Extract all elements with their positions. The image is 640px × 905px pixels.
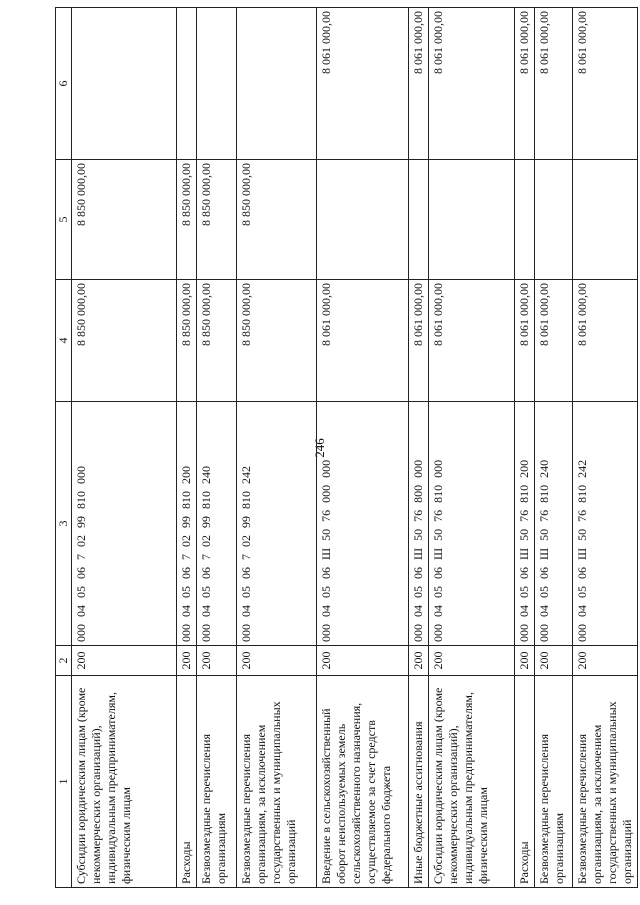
row-col6: 8 061 000,00 (429, 8, 515, 160)
row-name: Расходы (515, 676, 535, 888)
row-col4: 8 850 000,00 (177, 280, 197, 402)
row-col6: 8 061 000,00 (515, 8, 535, 160)
table-row (535, 8, 573, 888)
row-col5: 8 850 000,00 (197, 160, 237, 280)
row-kbk: 000 04 05 06 7 02 99 810 240 (197, 402, 237, 646)
row-name: Субсидии юридическим лицам (кроме некоммерческих организаций), индивидуальным предпринимателям, физическим лицам (429, 676, 515, 888)
row-code: 200 (573, 646, 638, 676)
table-row (72, 8, 177, 888)
row-col5 (429, 160, 515, 280)
row-kbk: 000 04 05 06 Ш 50 76 800 000 (409, 402, 429, 646)
row-col6: 8 061 000,00 (317, 8, 409, 160)
row-code: 200 (429, 646, 515, 676)
header-cell: 6 (56, 8, 72, 160)
row-col6: 8 061 000,00 (409, 8, 429, 160)
row-col4: 8 850 000,00 (237, 280, 317, 402)
row-col4: 8 850 000,00 (197, 280, 237, 402)
row-col4: 8 061 000,00 (515, 280, 535, 402)
row-code: 200 (535, 646, 573, 676)
table-row (177, 8, 197, 888)
row-code: 200 (317, 646, 409, 676)
row-col5: 8 850 000,00 (237, 160, 317, 280)
row-name: Безвозмездные перечисления организациям, за исключением государственных и муниципальных организаций (237, 676, 317, 888)
header-cell: 1 (56, 676, 72, 888)
row-name: Расходы (177, 676, 197, 888)
row-name: Безвозмездные перечисления организациям (197, 676, 237, 888)
row-col4: 8 061 000,00 (573, 280, 638, 402)
row-col6 (237, 8, 317, 160)
table-row (515, 8, 535, 888)
row-col5 (317, 160, 409, 280)
table-row (317, 8, 409, 888)
row-name: Введение в сельскохозяйственный оборот неиспользуемых земель сельскохозяйственного назначения, осуществляемое за счет средств федерального бюджета (317, 676, 409, 888)
row-code: 200 (237, 646, 317, 676)
table-row (573, 8, 638, 888)
header-cell: 5 (56, 160, 72, 280)
header-cell: 2 (56, 646, 72, 676)
row-name: Безвозмездные перечисления организациям (535, 676, 573, 888)
row-code: 200 (409, 646, 429, 676)
row-col5 (535, 160, 573, 280)
row-kbk: 000 04 05 06 7 02 99 810 200 (177, 402, 197, 646)
rotated-page (55, 8, 635, 888)
row-col5 (515, 160, 535, 280)
row-col4: 8 061 000,00 (429, 280, 515, 402)
row-kbk: 000 04 05 06 7 02 99 810 242 (237, 402, 317, 646)
row-code: 200 (515, 646, 535, 676)
row-name: Иные бюджетные ассигнования (409, 676, 429, 888)
row-col6: 8 061 000,00 (535, 8, 573, 160)
budget-table (55, 7, 638, 888)
table-row (429, 8, 515, 888)
page-number: 246 (312, 438, 327, 458)
header-cell: 4 (56, 280, 72, 402)
row-col5: 8 850 000,00 (72, 160, 177, 280)
row-kbk: 000 04 05 06 Ш 50 76 810 242 (573, 402, 638, 646)
row-kbk: 000 04 05 06 Ш 50 76 000 000 (317, 402, 409, 646)
row-col6 (72, 8, 177, 160)
row-code: 200 (177, 646, 197, 676)
row-kbk: 000 04 05 06 Ш 50 76 810 000 (429, 402, 515, 646)
row-col6 (197, 8, 237, 160)
row-col5: 8 850 000,00 (177, 160, 197, 280)
header-cell: 3 (56, 402, 72, 646)
row-col5 (573, 160, 638, 280)
row-col4: 8 061 000,00 (535, 280, 573, 402)
row-code: 200 (72, 646, 177, 676)
row-col4: 8 061 000,00 (317, 280, 409, 402)
table-row (409, 8, 429, 888)
table-row (197, 8, 237, 888)
row-kbk: 000 04 05 06 Ш 50 76 810 200 (515, 402, 535, 646)
row-kbk: 000 04 05 06 7 02 99 810 000 (72, 402, 177, 646)
row-name: Безвозмездные перечисления организациям, за исключением государственных и муниципальных организаций (573, 676, 638, 888)
row-name: Субсидии юридическим лицам (кроме некоммерческих организаций), индивидуальным предпринимателям, физическим лицам (72, 676, 177, 888)
row-col5 (409, 160, 429, 280)
row-code: 200 (197, 646, 237, 676)
row-col4: 8 850 000,00 (72, 280, 177, 402)
row-col4: 8 061 000,00 (409, 280, 429, 402)
row-col6 (177, 8, 197, 160)
row-kbk: 000 04 05 06 Ш 50 76 810 240 (535, 402, 573, 646)
header-row (56, 8, 72, 888)
table-row (237, 8, 317, 888)
row-col6: 8 061 000,00 (573, 8, 638, 160)
